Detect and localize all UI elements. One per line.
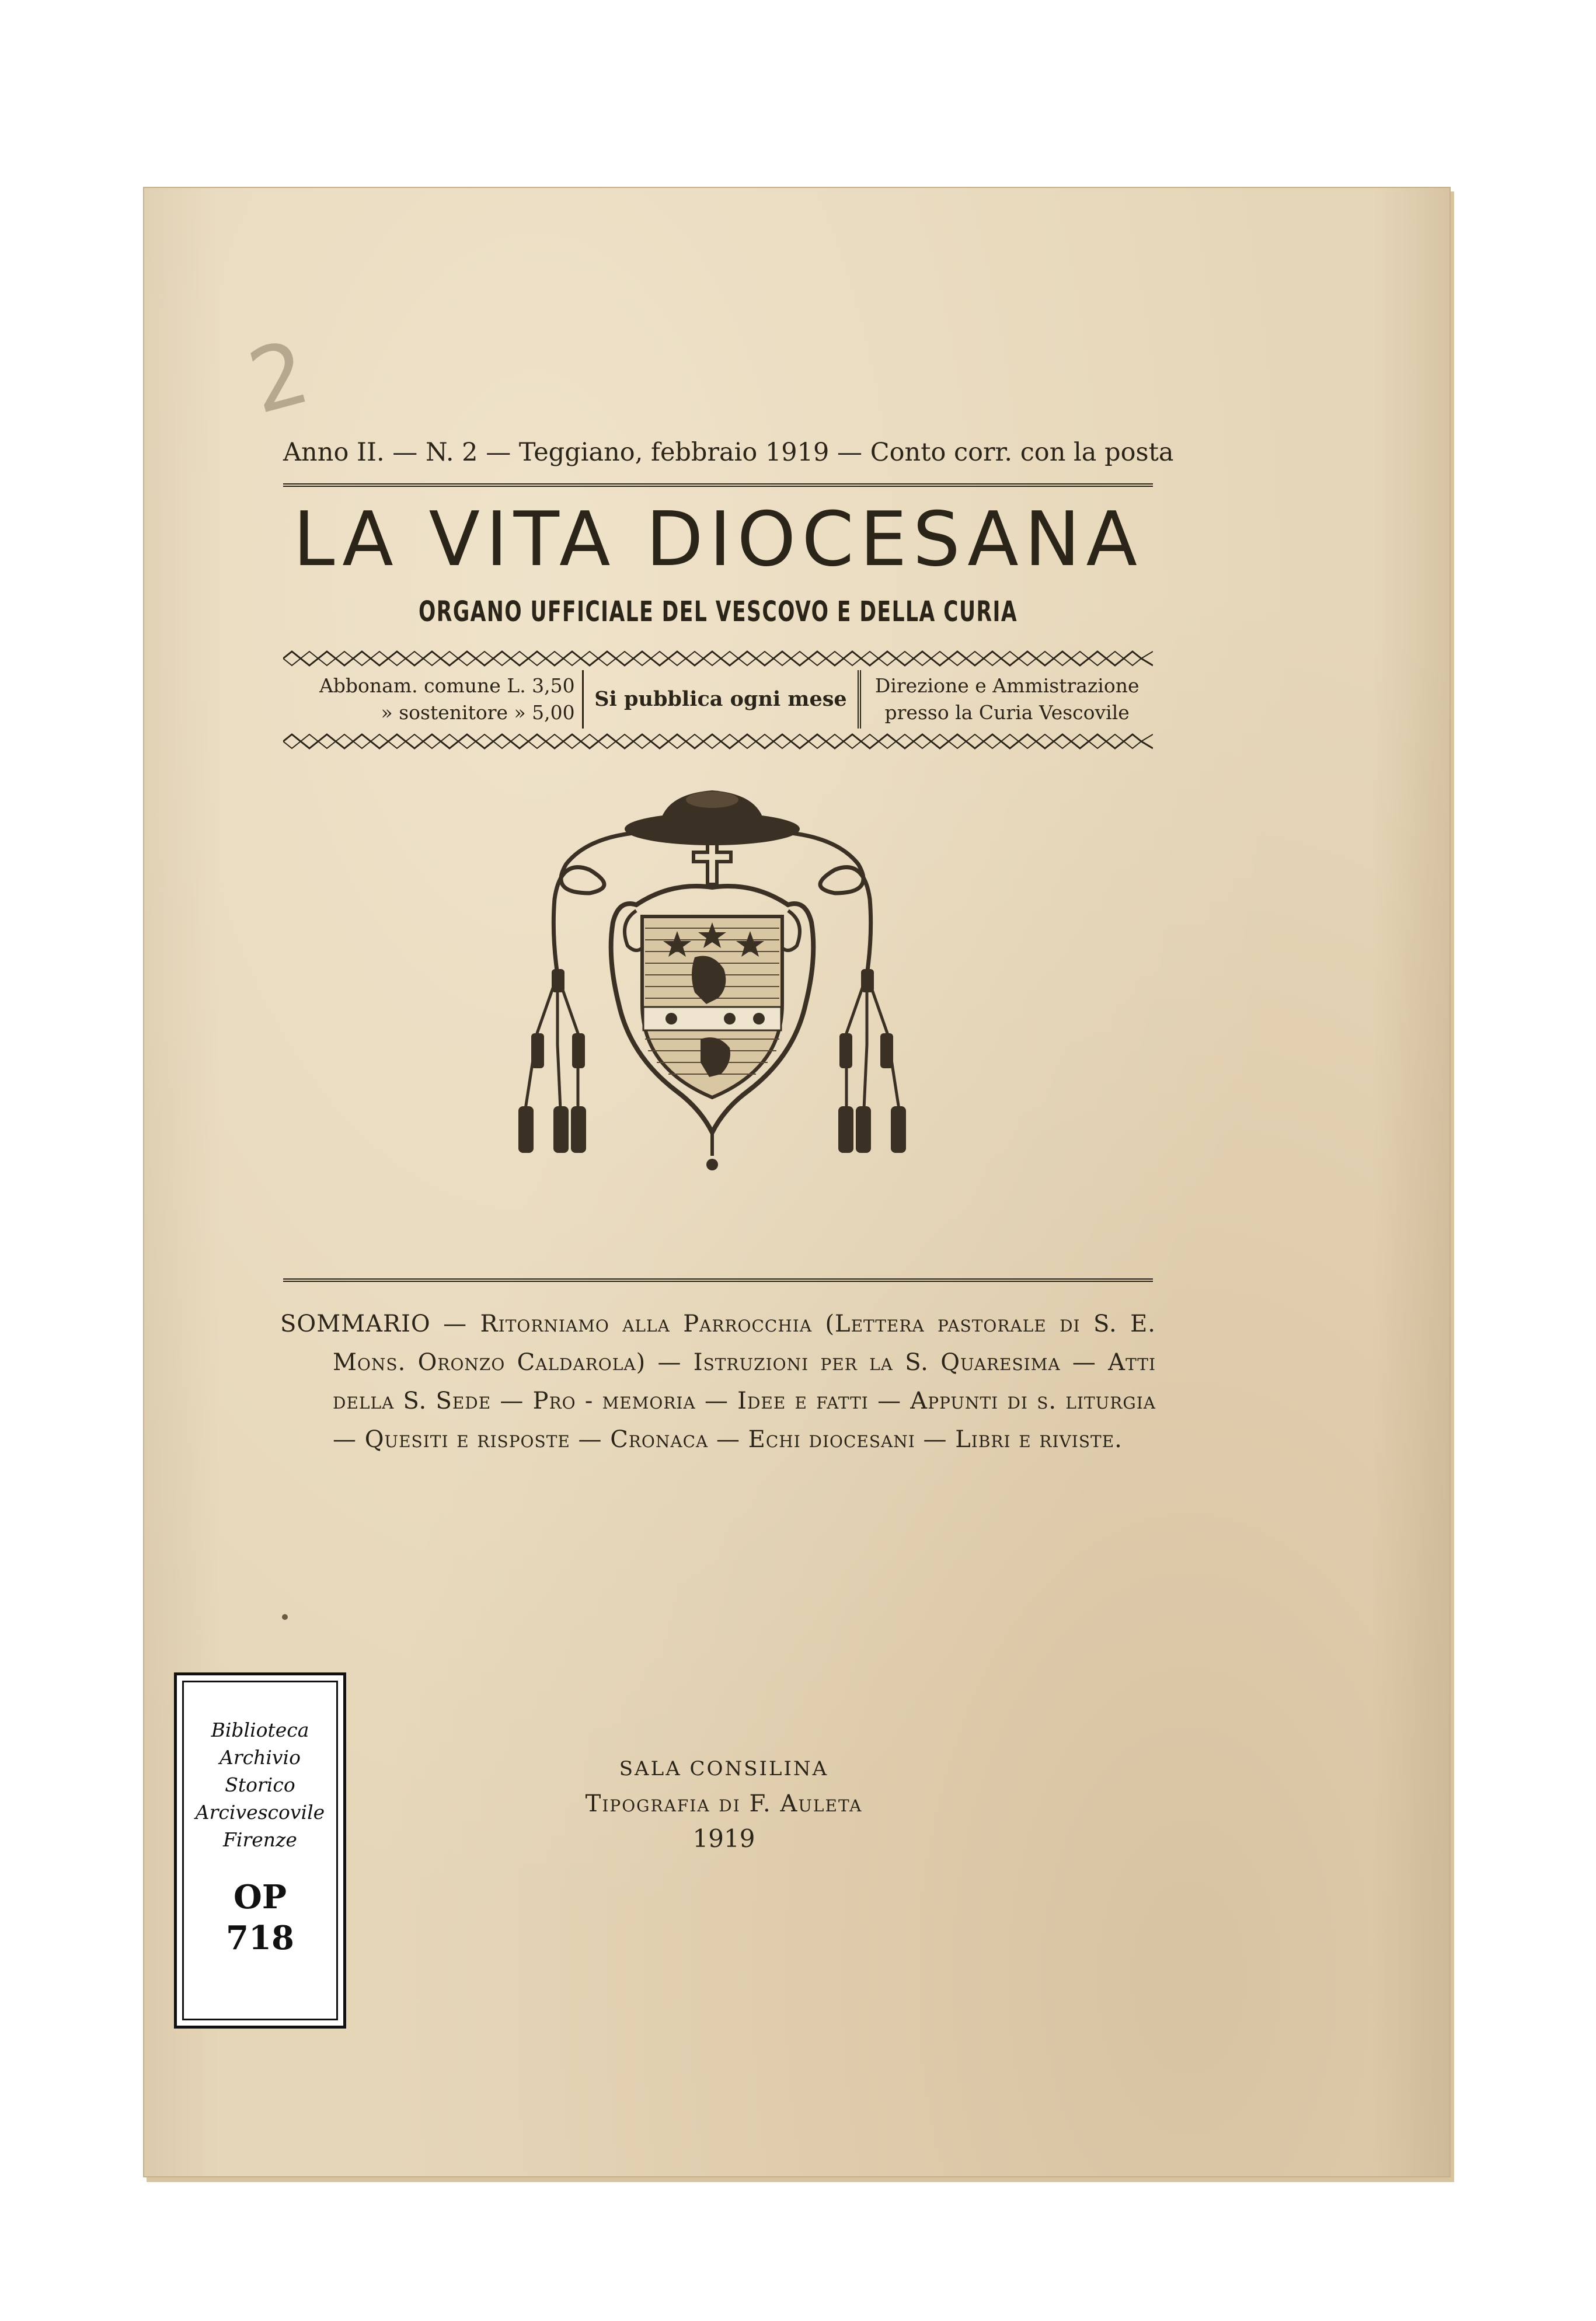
library-line-4: Arcivescovile: [195, 1801, 325, 1824]
subscription-info: [283, 670, 582, 729]
library-line-3: Storico: [225, 1773, 295, 1796]
subscription-common: Abbonam. comune L. 3,50: [319, 674, 575, 697]
top-double-rule: [283, 483, 1153, 487]
direction-info: [861, 670, 1153, 729]
library-line-1: Biblioteca: [211, 1719, 309, 1741]
sommario-contents: — Ritorniamo alla Parrocchia (Lettera pastorale di S. E. Mons. Oronzo Caldarola) — Istruzioni per la S. Quaresima — Atti della S. Sede — Pro - memoria — Idee e fatti — Appunti di s. liturgia — Quesiti e risposte — Cronaca — Echi diocesani — Libri e riviste.: [333, 1311, 1156, 1453]
imprint-printer: Tipografia di F. Auleta: [585, 1790, 863, 1817]
library-line-5: Firenze: [223, 1828, 297, 1851]
subscription-supporter: » sostenitore » 5,00: [381, 701, 575, 724]
shelf-number: 718: [226, 1919, 294, 1957]
issue-line: Anno II. — N. 2 — Teggiano, febbraio 1919 — Conto corr. con la posta: [283, 438, 1174, 467]
episcopal-coat-of-arms: [502, 782, 922, 1249]
sommario-label: SOMMARIO: [280, 1311, 431, 1337]
direction-line-2: presso la Curia Vescovile: [884, 701, 1130, 724]
direction-line-1: Direzione e Ammistrazione: [874, 674, 1139, 697]
library-shelf-label: [174, 1672, 346, 2029]
shelf-prefix: OP: [234, 1878, 287, 1916]
pencil-annotation: 2: [239, 321, 319, 434]
masthead-title: LA VITA DIOCESANA: [292, 496, 1144, 583]
publication-frequency: [582, 670, 862, 729]
shelf-mark: [177, 1877, 343, 1958]
sommario-section: [280, 1305, 1156, 1459]
info-box: [283, 670, 1153, 729]
imprint-city: SALA CONSILINA: [619, 1757, 829, 1780]
ink-speck: [282, 1614, 288, 1620]
zigzag-border-top: [283, 648, 1153, 669]
zigzag-border-bottom: [283, 731, 1153, 752]
imprint-year: 1919: [692, 1824, 755, 1853]
sommario-double-rule: [283, 1278, 1153, 1282]
library-name: [177, 1716, 343, 1853]
imprint: [502, 1751, 946, 1856]
library-line-2: Archivio: [219, 1746, 301, 1769]
frequency-text: Si pubblica ogni mese: [594, 687, 847, 711]
masthead-subtitle: ORGANO UFFICIALE DEL VESCOVO E DELLA CURIA: [418, 595, 1018, 628]
